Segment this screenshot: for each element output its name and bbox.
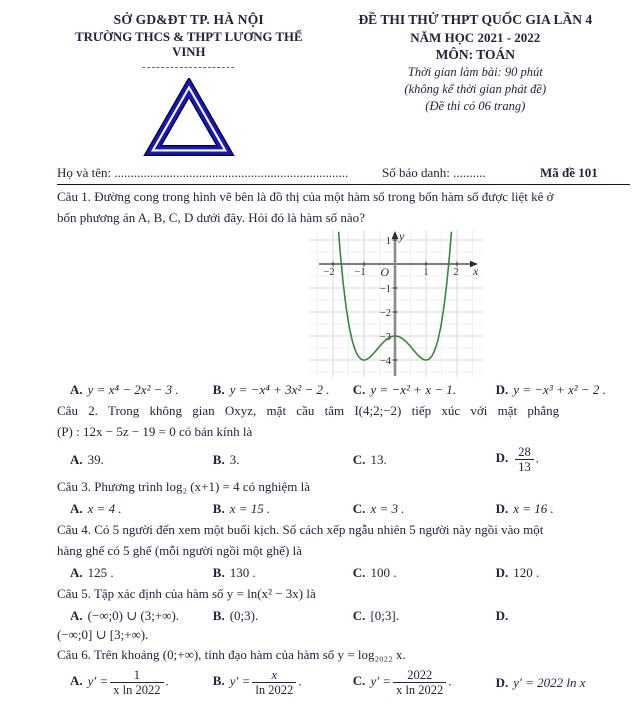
answer-option-b — [213, 606, 353, 625]
option-text: 100 . — [370, 565, 397, 580]
answer-option-b — [213, 667, 353, 698]
option-text: y = −x² + x − 1. — [370, 382, 456, 397]
option-text: 120 . — [513, 565, 540, 580]
option-text: 39. — [87, 452, 104, 467]
question-2-stem-line-1: Câu 2. Trong không gian Oxyz, mặt cầu tâm I(4;2;−2) tiếp xúc với mặt phẳng — [57, 403, 560, 418]
y-tick-label: −1 — [379, 284, 391, 295]
candidate-info-row — [57, 165, 630, 181]
question-2 — [57, 402, 630, 475]
option-prefix: y′ = — [229, 673, 251, 689]
question-2-options — [57, 444, 630, 475]
y-tick-label: 1 — [385, 236, 391, 247]
fraction-denominator: ln 2022 — [252, 682, 296, 697]
question-1-options — [57, 380, 630, 399]
option-text: x = 15 . — [229, 501, 271, 516]
fraction-denominator: x ln 2022 — [110, 682, 163, 697]
next-line-clipped — [57, 704, 630, 710]
answer-option-b — [213, 563, 353, 582]
option-suffix: . — [298, 673, 302, 689]
function-graph-svg — [307, 230, 485, 377]
answer-option-a — [70, 380, 213, 399]
question-4-options — [57, 563, 630, 582]
fraction-numerator: 28 — [518, 445, 531, 459]
option-letter: A. — [70, 565, 83, 580]
option-letter: C. — [352, 382, 366, 397]
school-triangle-logo — [141, 78, 237, 160]
duration-note: (không kể thời gian phát đề) — [404, 82, 547, 96]
answer-option-c — [353, 667, 496, 698]
x-tick-label: 2 — [453, 267, 459, 278]
question-5-option-d-continuation: (−∞;0] ∪ [3;+∞). — [57, 627, 149, 642]
option-prefix: y′ = — [370, 673, 392, 689]
exam-header — [57, 0, 630, 160]
fraction — [515, 445, 534, 474]
question-4-stem-line-2: hàng ghế có 5 ghế (mỗi người ngồi một ghế) là — [57, 543, 302, 558]
option-text: [0;3]. — [370, 608, 399, 623]
option-letter: D. — [495, 675, 509, 690]
option-text: 125 . — [87, 565, 114, 580]
option-text: y = −x³ + x² − 2 . — [513, 382, 606, 397]
option-letter: A. — [70, 382, 83, 397]
option-letter: B. — [212, 452, 225, 467]
answer-option-a — [70, 563, 213, 582]
option-letter: D. — [495, 382, 509, 397]
school-name: TRƯỜNG THCS & THPT LƯƠNG THẾ VINH — [75, 30, 303, 59]
duration-line: Thời gian làm bài: 90 phút — [407, 65, 543, 79]
fraction-numerator: 1 — [133, 668, 141, 682]
answer-option-c — [353, 499, 496, 518]
question-5-stem: Câu 5. Tập xác định của hàm số y = ln(x² − 3x) là — [57, 586, 316, 601]
separator-dashes: -------------------- — [142, 61, 236, 73]
option-letter: D. — [495, 608, 509, 623]
option-letter: B. — [212, 673, 225, 689]
x-axis-label: x — [473, 264, 479, 278]
question-3-stem: Câu 3. Phương trình log₂ (x+1) = 4 có nghiệm là — [57, 479, 311, 494]
answer-option-d — [496, 563, 630, 582]
option-suffix: . — [535, 450, 539, 466]
x-tick-label: 1 — [423, 267, 429, 278]
school-year: NĂM HỌC 2021 - 2022 — [410, 30, 541, 45]
option-letter: A. — [70, 608, 83, 623]
fraction-denominator: x ln 2022 — [393, 682, 446, 697]
option-letter: A. — [70, 452, 83, 467]
answer-option-a — [70, 606, 213, 625]
answer-option-a — [70, 450, 213, 469]
option-letter: B. — [212, 382, 225, 397]
y-axis-label: y — [399, 230, 405, 243]
answer-option-b — [213, 450, 353, 469]
answer-option-c — [353, 380, 496, 399]
option-text: x = 16 . — [513, 501, 554, 516]
option-text: 13. — [370, 452, 387, 467]
answer-option-d — [496, 499, 630, 518]
option-letter: D. — [495, 450, 509, 466]
x-tick-label: −1 — [354, 267, 366, 278]
answer-option-b — [213, 499, 353, 518]
question-3-options — [57, 499, 630, 518]
answer-option-b — [213, 380, 353, 399]
option-text: x = 4 . — [87, 501, 122, 516]
option-text: y′ = 2022 ln x — [513, 675, 586, 690]
origin-label: O — [380, 265, 389, 279]
candidate-number-field: Số báo danh: .......... — [382, 165, 486, 180]
question-1 — [57, 188, 630, 399]
student-name-field: Họ và tên: ........................................................................ — [57, 165, 349, 180]
option-text: x = 3 . — [370, 501, 405, 516]
axis-labels — [323, 230, 479, 367]
option-suffix: . — [165, 673, 169, 689]
question-5 — [57, 585, 630, 643]
fraction — [110, 668, 163, 697]
question-4-stem-line-1: Câu 4. Có 5 người đến xem một buổi kịch. Số cách xếp ngẫu nhiên 5 người này ngồi vào một — [57, 522, 544, 537]
answer-option-c — [353, 450, 496, 469]
header-left-block — [57, 12, 321, 160]
option-letter: C. — [352, 673, 366, 689]
option-letter: A. — [70, 673, 83, 689]
option-letter: D. — [495, 565, 509, 580]
fraction-numerator: 2022 — [407, 668, 433, 682]
question-6-options — [57, 667, 630, 698]
question-6 — [57, 646, 630, 698]
question-2-stem-line-2: (P) : 12x − 5z − 19 = 0 có bán kính là — [57, 424, 253, 439]
option-letter: B. — [212, 608, 225, 623]
answer-option-a — [70, 499, 213, 518]
question-3 — [57, 478, 630, 518]
answer-option-c — [353, 606, 496, 625]
answer-option-c — [353, 563, 496, 582]
question-5-options — [57, 606, 630, 625]
fraction-denominator: 13 — [515, 459, 534, 474]
option-text: (−∞;0) ∪ (3;+∞). — [87, 608, 180, 623]
answer-option-a — [70, 667, 213, 698]
option-letter: C. — [352, 452, 366, 467]
option-letter: B. — [212, 565, 225, 580]
question-1-stem-line-1: Câu 1. Đường cong trong hình vẽ bên là đồ thị của một hàm số trong bốn hàm số được liệt kê ở — [57, 189, 554, 204]
fraction — [252, 668, 296, 697]
header-right-block — [321, 12, 630, 160]
option-letter: C. — [352, 565, 366, 580]
option-letter: D. — [495, 501, 509, 516]
fraction — [393, 668, 446, 697]
option-prefix: y′ = — [87, 673, 109, 689]
question-4 — [57, 521, 630, 582]
option-text: 130 . — [229, 565, 256, 580]
x-tick-label: −2 — [323, 267, 335, 278]
y-axis-arrow-icon — [392, 231, 399, 239]
y-tick-label: −2 — [379, 308, 391, 319]
answer-option-d — [496, 444, 630, 475]
subject-line: MÔN: TOÁN — [435, 47, 515, 62]
option-letter: A. — [70, 501, 83, 516]
option-text: y = −x⁴ + 3x² − 2 . — [229, 382, 330, 397]
option-text: (0;3). — [229, 608, 259, 623]
answer-option-d — [496, 380, 630, 399]
option-letter: B. — [212, 501, 225, 516]
function-graph — [307, 230, 485, 377]
y-tick-label: −3 — [379, 332, 391, 343]
exam-title: ĐỀ THI THỬ THPT QUỐC GIA LẦN 4 — [358, 12, 593, 27]
option-letter: C. — [352, 608, 366, 623]
question-1-stem-line-2: bốn phương án A, B, C, D dưới đây. Hỏi đó là hàm số nào? — [57, 210, 365, 225]
question-6-stem: Câu 6. Trên khoảng (0;+∞), tính đạo hàm của hàm số y = log₂₀₂₂ x. — [57, 647, 406, 662]
department-name: SỞ GD&ĐT TP. HÀ NỘI — [113, 12, 264, 27]
answer-option-d — [496, 673, 630, 692]
fraction-numerator: x — [271, 668, 278, 682]
header-rule — [57, 184, 630, 185]
option-text: y = x⁴ − 2x² − 3 . — [87, 382, 179, 397]
y-tick-label: −4 — [379, 356, 391, 367]
option-text: 3. — [229, 452, 240, 467]
option-suffix: . — [448, 673, 452, 689]
exam-code-badge: Mã đề 101 — [540, 165, 598, 180]
page-count-note: (Đề thi có 06 trang) — [425, 99, 526, 113]
option-letter: C. — [352, 501, 366, 516]
answer-option-d — [496, 606, 630, 625]
